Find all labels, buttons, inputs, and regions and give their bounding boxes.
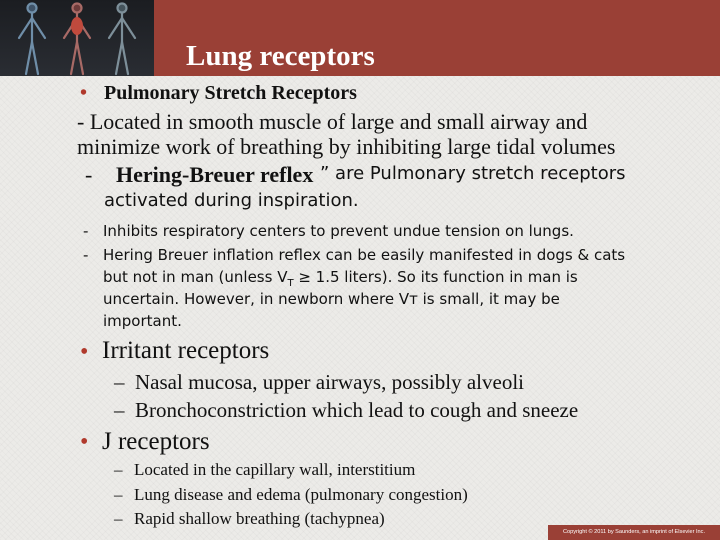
irritant-item: Nasal mucosa, upper airways, possibly alveoli — [135, 370, 524, 394]
j-item: Rapid shallow breathing (tachypnea) — [134, 509, 385, 528]
dash-marker: – — [114, 460, 123, 479]
sub-point-inflation-line4: important. — [103, 312, 182, 330]
dash-marker: – — [114, 509, 123, 528]
dash-marker: - — [85, 162, 93, 187]
dash-marker: – — [114, 398, 125, 422]
dash-marker: – — [114, 485, 123, 504]
reflex-description: ” are Pulmonary stretch receptors — [320, 163, 626, 184]
sub-point-inflation-line1: Hering Breuer inflation reflex can be easily manifested in dogs & cats — [103, 246, 626, 264]
dash-marker: - — [83, 222, 89, 240]
anatomy-figures-image — [0, 0, 154, 76]
bullet-icon: • — [80, 429, 89, 455]
j-item: Lung disease and edema (pulmonary congestion) — [134, 485, 468, 504]
sub-point-inflation-line2: but not in man (unless $V_T \ge 1.5$ liters). So its function in man is — [103, 268, 578, 289]
bullet-icon: • — [80, 339, 89, 365]
dash-marker: - — [83, 246, 89, 264]
sub-point-inhibits: Inhibits respiratory centers to prevent undue tension on lungs. — [103, 222, 574, 240]
slide-title: Lung receptors — [186, 40, 375, 72]
j-item: Located in the capillary wall, interstitium — [134, 460, 416, 479]
sub-point-inflation-line3: uncertain. However, in newborn where Vᴛ is small, it may be — [103, 290, 560, 308]
irritant-item: Bronchoconstriction which lead to cough and sneeze — [135, 398, 579, 422]
title-bar — [0, 0, 720, 76]
copyright-notice: Copyright © 2011 by Saunders, an imprint of Elsevier Inc. — [548, 525, 720, 540]
reflex-description-line2: activated during inspiration. — [104, 190, 359, 211]
section-heading-pulmonary: Pulmonary Stretch Receptors — [104, 82, 357, 104]
section-heading-j: J receptors — [102, 428, 210, 455]
section-heading-irritant: Irritant receptors — [102, 337, 270, 364]
bullet-icon: • — [80, 82, 88, 104]
reflex-name: Hering-Breuer reflex — [116, 162, 314, 187]
dash-marker: – — [114, 370, 125, 394]
pulmonary-description-line1: - Located in smooth muscle of large and small airway and — [77, 109, 588, 134]
pulmonary-description-line2: minimize work of breathing by inhibiting large tidal volumes — [77, 134, 616, 159]
